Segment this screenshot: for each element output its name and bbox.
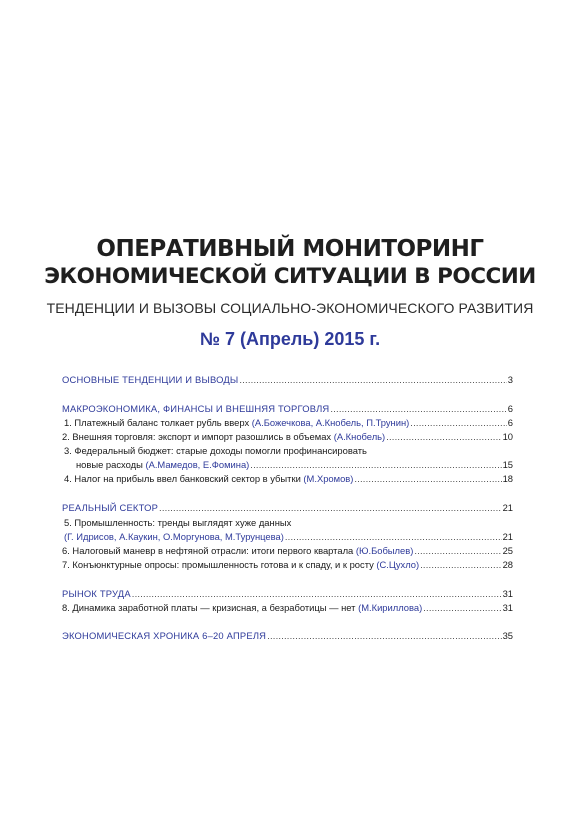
toc-item-authors: (М.Кириллова) [358,602,423,613]
toc-item-text: 5. Промышленность: тренды выглядят хуже данных [64,517,292,528]
toc-page-number: 21 [502,531,513,542]
toc-item-1[interactable] [64,417,513,430]
toc-item-5[interactable] [64,531,513,544]
leader-dots [330,403,506,414]
toc-item-2[interactable] [62,431,513,444]
toc-item-authors: (М.Хромов) [303,473,354,484]
leader-dots [386,431,501,442]
toc-page-number: 21 [502,502,513,513]
leader-dots [420,559,501,570]
leader-dots [354,473,501,484]
toc-section-macroeconomics[interactable] [62,403,513,416]
leader-dots [267,630,501,641]
toc-item-3[interactable] [76,459,513,472]
toc-item-text: 4. Налог на прибыль ввел банковский сектор в убытки (М.Хромов) [64,473,354,484]
toc-page-number: 10 [502,431,513,442]
leader-dots [239,374,506,385]
toc-section-label: ОСНОВНЫЕ ТЕНДЕНЦИИ И ВЫВОДЫ [62,374,239,385]
toc-item-authors: (А.Божечкова, А.Кнобель, П.Трунин) [251,417,410,428]
toc-item-5-line-1[interactable] [64,517,291,530]
toc-page-number: 3 [507,374,513,385]
toc-page-number: 25 [502,545,513,556]
toc-item-7[interactable] [62,559,513,572]
toc-item-authors: (А.Кнобель) [333,431,386,442]
toc-item-text: 2. Внешняя торговля: экспорт и импорт разошлись в объемах (А.Кнобель) [62,431,386,442]
toc-section-label: РЕАЛЬНЫЙ СЕКТОР [62,502,159,513]
toc-section-label: МАКРОЭКОНОМИКА, ФИНАНСЫ И ВНЕШНЯЯ ТОРГОВЛЯ [62,403,330,414]
leader-dots [414,545,501,556]
leader-dots [285,531,502,542]
toc-item-authors: (А.Мамедов, Е.Фомина) [145,459,250,470]
toc-item-text: 7. Конъюнктурные опросы: промышленность готова и к спаду, и к росту (С.Цухло) [62,559,420,570]
leader-dots [423,602,501,613]
toc-item-text: 3. Федеральный бюджет: старые доходы помогли профинансировать [64,445,367,456]
leader-dots [132,588,502,599]
toc-section-label: РЫНОК ТРУДА [62,588,131,599]
issue-number: № 7 (Апрель) 2015 г. [199,329,381,349]
leader-dots [159,502,502,513]
toc-page-number: 28 [502,559,513,570]
toc-item-text: 6. Налоговый маневр в нефтяной отрасли: итоги первого квартала (Ю.Бобылев) [62,545,414,556]
leader-dots [250,459,501,470]
toc-item-authors: (С.Цухло) [376,559,420,570]
toc-page-number: 6 [507,403,513,414]
toc-section-real-sector[interactable] [62,502,513,515]
toc-item-authors: (Ю.Бобылев) [355,545,414,556]
toc-item-4[interactable] [64,473,513,486]
toc-section-economic-chronicle[interactable] [62,630,513,643]
toc-page-number: 31 [502,602,513,613]
toc-page-number: 6 [507,417,513,428]
toc-page-number: 35 [502,630,513,641]
toc-item-6[interactable] [62,545,513,558]
toc-page-number: 18 [502,473,513,484]
toc-item-text: новые расходы (А.Мамедов, Е.Фомина) [76,459,250,470]
toc-item-text: 8. Динамика заработной платы — кризисная, а безработицы — нет (М.Кириллова) [62,602,423,613]
toc-item-8[interactable] [62,602,513,615]
toc-section-label: ЭКОНОМИЧЕСКАЯ ХРОНИКА 6–20 АПРЕЛЯ [62,630,267,641]
toc-item-authors: (Г. Идрисов, А.Каукин, О.Моргунова, М.Турунцева) [64,531,284,542]
toc-page-number: 15 [502,459,513,470]
toc-section-main-trends[interactable] [62,374,513,387]
toc-item-text: 1. Платежный баланс толкает рубль вверх (А.Божечкова, А.Кнобель, П.Трунин) [64,417,410,428]
leader-dots [410,417,507,428]
toc-page-number: 31 [502,588,513,599]
toc-item-3-line-1[interactable] [64,445,367,458]
subtitle: ТЕНДЕНЦИИ И ВЫЗОВЫ СОЦИАЛЬНО-ЭКОНОМИЧЕСКОГО РАЗВИТИЯ [46,300,534,316]
title-line-2: ЭКОНОМИЧЕСКОЙ СИТУАЦИИ В РОССИИ [44,264,536,289]
title-line-1: ОПЕРАТИВНЫЙ МОНИТОРИНГ [96,236,484,262]
toc-section-labor-market[interactable] [62,588,513,601]
